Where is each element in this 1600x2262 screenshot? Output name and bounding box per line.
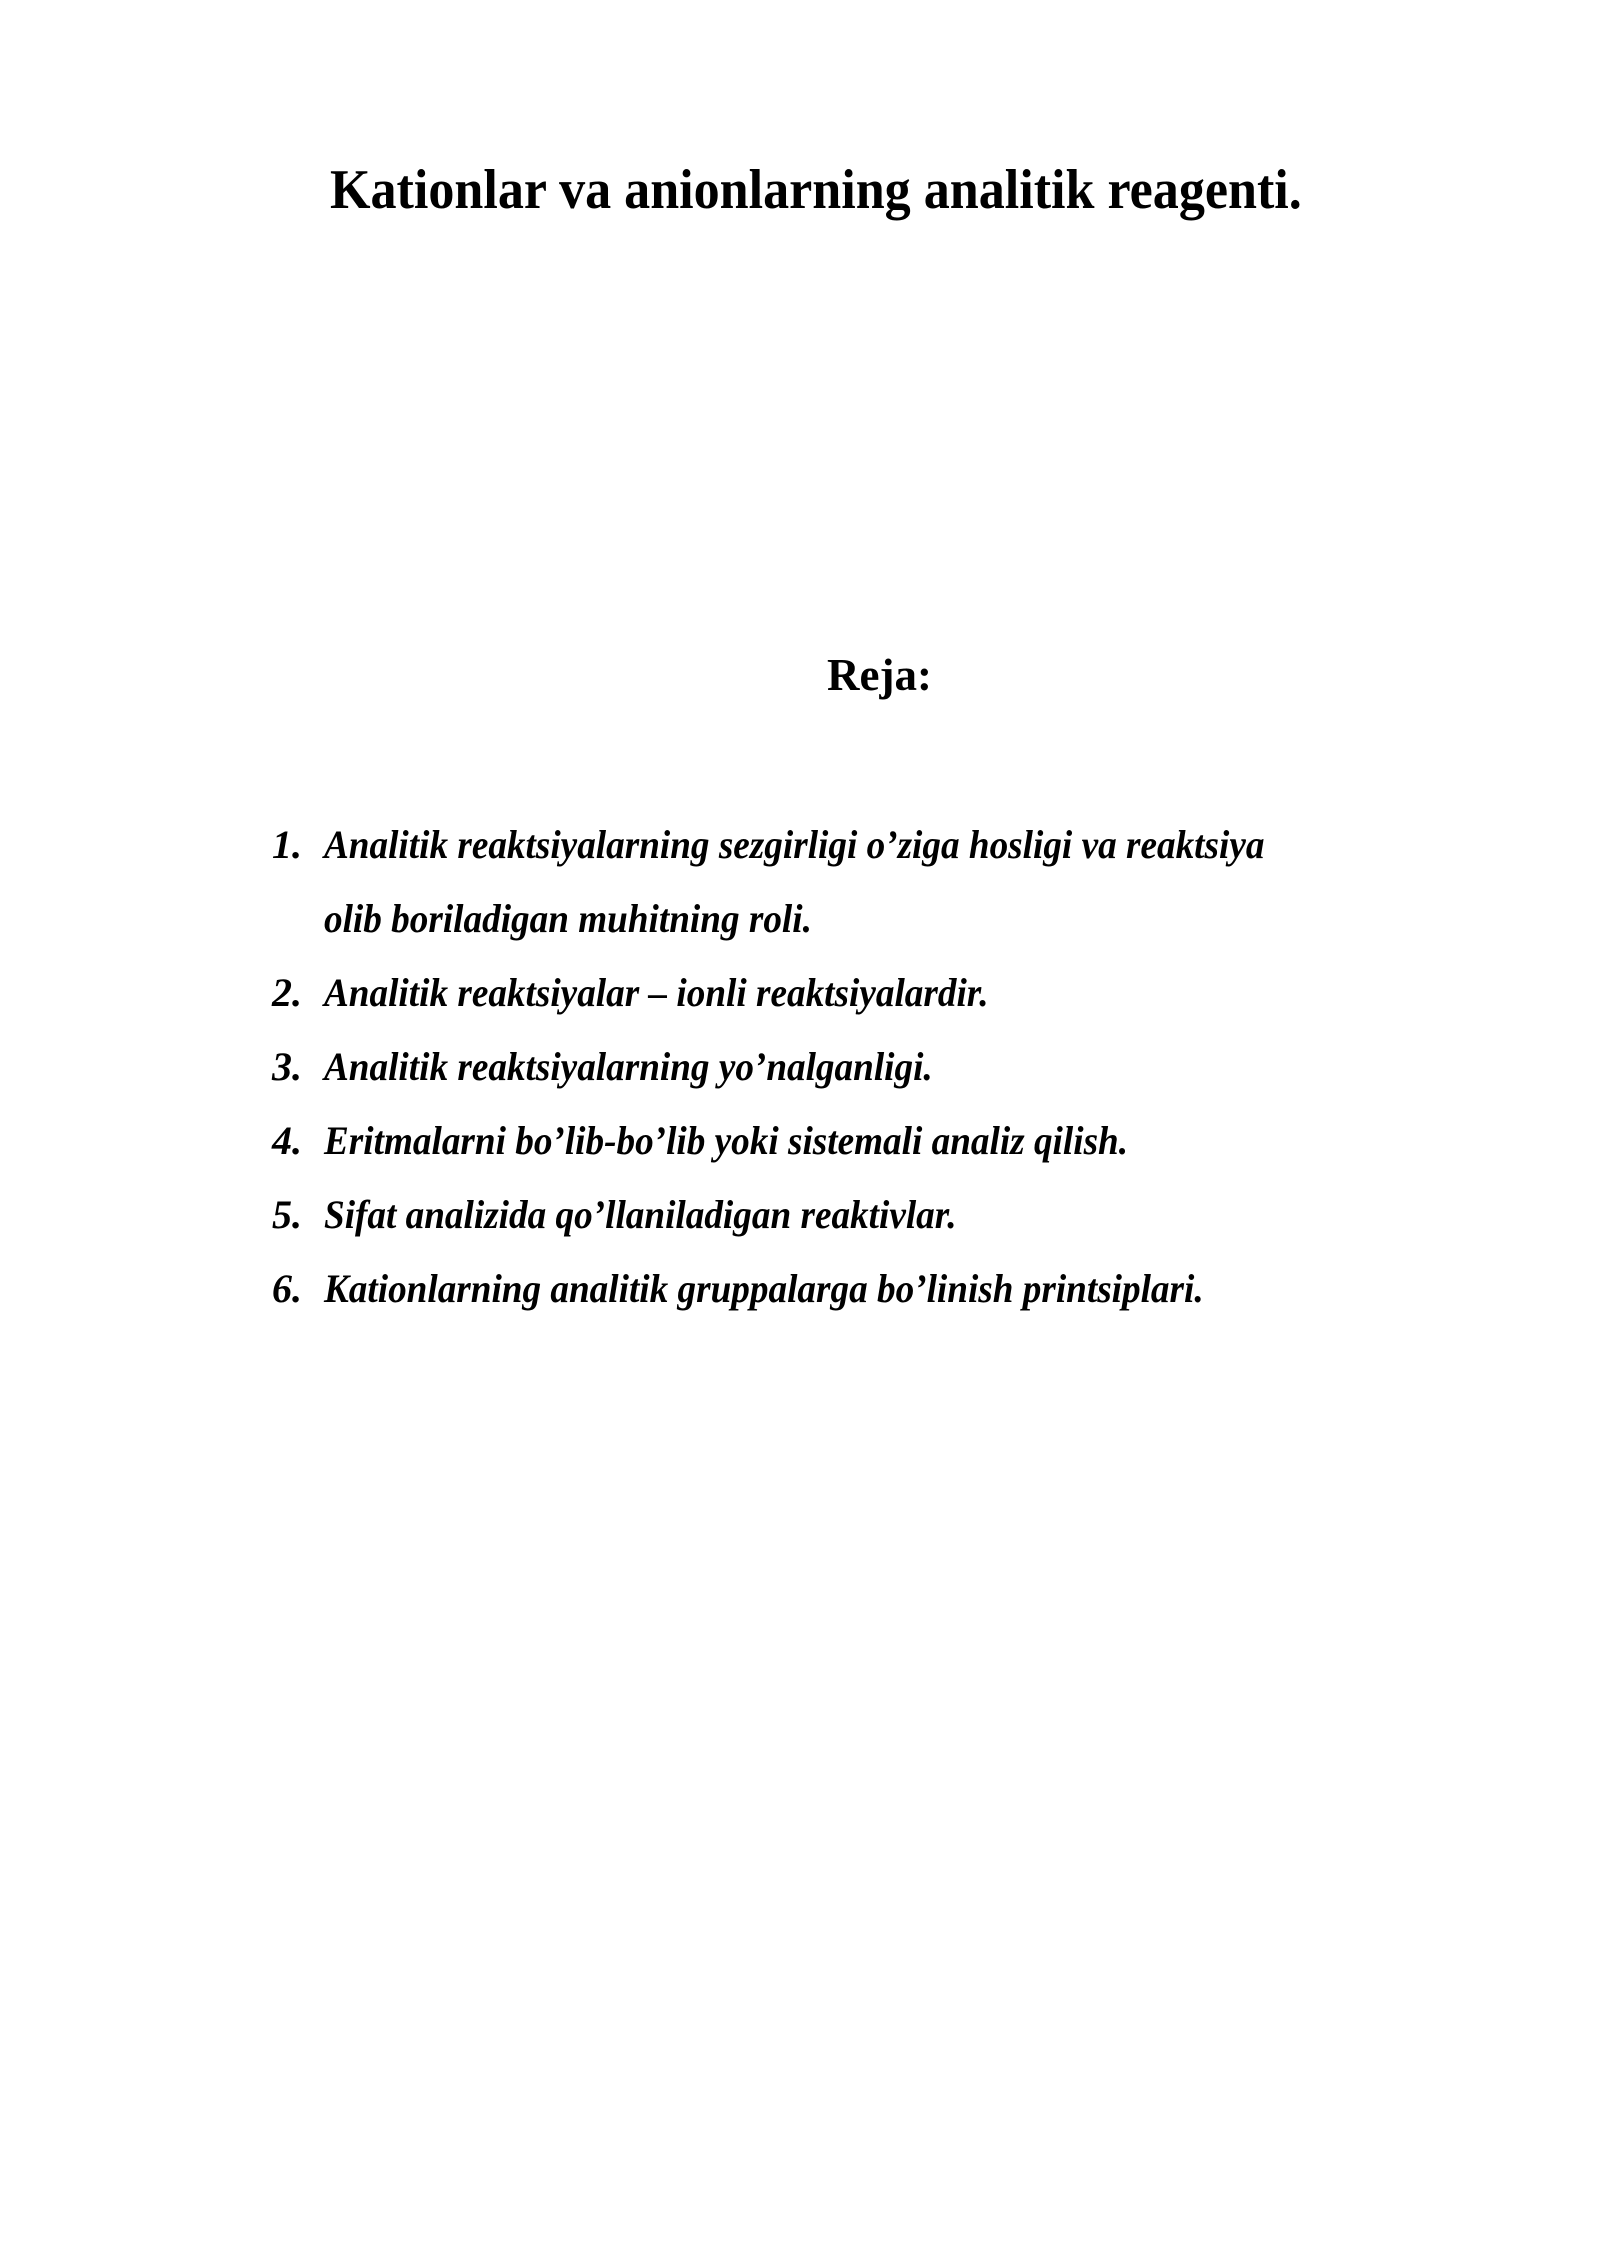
plan-item-number: 5. [272, 1192, 302, 1237]
plan-item-number: 6. [272, 1266, 302, 1311]
plan-item-2 [272, 956, 1472, 1030]
plan-item-line: Analitik reaktsiyalarning yo’nalganligi. [324, 1044, 933, 1089]
plan-item-5 [272, 1178, 1472, 1252]
plan-item-line: olib boriladigan muhitning roli. [324, 896, 812, 941]
plan-item-text [324, 956, 1394, 1030]
plan-item-line: Analitik reaktsiyalarning sezgirligi o’ziga hosligi va reaktsiya [324, 822, 1265, 867]
plan-item-text [324, 1030, 1394, 1104]
plan-heading: Reja: [827, 650, 932, 700]
plan-item-3 [272, 1030, 1472, 1104]
plan-item-text [324, 1252, 1394, 1326]
plan-item-number: 4. [272, 1118, 302, 1163]
plan-item-number: 3. [272, 1044, 302, 1089]
plan-item-text [324, 1104, 1394, 1178]
document-title: Kationlar va anionlarning analitik reagenti. [330, 159, 1302, 221]
plan-item-1 [272, 808, 1472, 956]
plan-item-6 [272, 1252, 1472, 1326]
plan-item-number: 1. [272, 822, 302, 867]
plan-item-line: Analitik reaktsiyalar – ionli reaktsiyalardir. [324, 970, 989, 1015]
plan-item-line: Sifat analizida qo’llaniladigan reaktivlar. [324, 1192, 957, 1237]
plan-item-text [324, 808, 1394, 956]
plan-item-line: Eritmalarni bo’lib-bo’lib yoki sistemali analiz qilish. [324, 1118, 1129, 1163]
plan-item-line: Kationlarning analitik gruppalarga bo’linish printsiplari. [324, 1266, 1204, 1311]
plan-item-4 [272, 1104, 1472, 1178]
plan-item-text [324, 1178, 1394, 1252]
plan-item-number: 2. [272, 970, 302, 1015]
plan-list [272, 808, 1472, 1326]
